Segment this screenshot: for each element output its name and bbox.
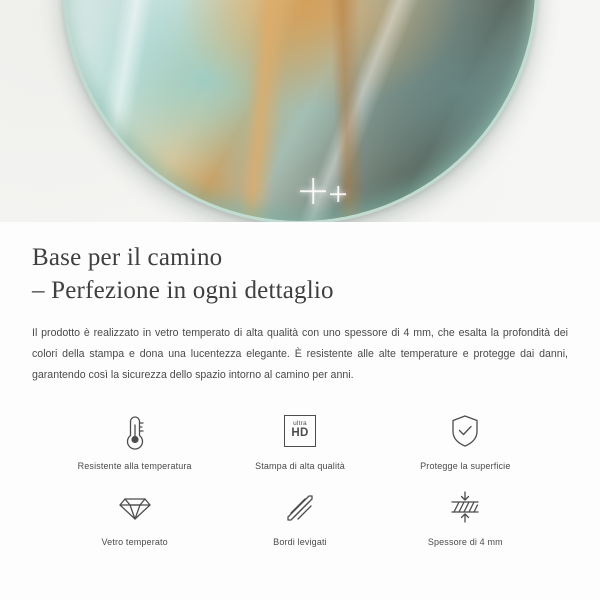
ultra-hd-badge-top: ultra [293, 419, 307, 427]
feature-label: Resistente alla temperatura [77, 460, 192, 471]
feature-label: Spessore di 4 mm [427, 536, 503, 547]
diamond-icon [116, 485, 154, 529]
feature-grid [32, 409, 568, 547]
marble-veins [65, 0, 535, 221]
hero-image-area [0, 0, 600, 222]
feature-label: Vetro temperato [101, 536, 168, 547]
feature-item [383, 409, 548, 471]
feature-label: Stampa di alta qualità [255, 460, 345, 471]
shield-check-icon [447, 409, 483, 453]
product-description: Il prodotto è realizzato in vetro temperato di alta qualità con uno spessore di 4 mm, che esalta la profondità dei colori della stampa e dona una lucentezza elegante. È resistente alle alte temperature e protegge dai danni, garantendo così la sicurezza dello spazio intorno al camino per anni. [32, 327, 568, 382]
feature-item [52, 409, 217, 471]
feature-item [52, 485, 217, 547]
page-title [32, 242, 568, 307]
ultra-hd-badge-bottom: HD [291, 427, 309, 440]
polished-edges-icon [282, 485, 318, 529]
feature-item [383, 485, 548, 547]
thermometer-icon [118, 409, 152, 453]
feature-label: Protegge la superficie [420, 460, 511, 471]
thickness-icon [446, 485, 484, 529]
ultra-hd-icon [284, 409, 316, 453]
content-area [0, 242, 600, 547]
headline-line-1: Base per il camino [32, 244, 223, 271]
feature-item [217, 485, 382, 547]
headline-line-2: – Perfezione in ogni dettaglio [32, 276, 334, 304]
feature-label: Bordi levigati [273, 536, 327, 547]
glass-plate-image [62, 0, 538, 222]
feature-item [217, 409, 382, 471]
